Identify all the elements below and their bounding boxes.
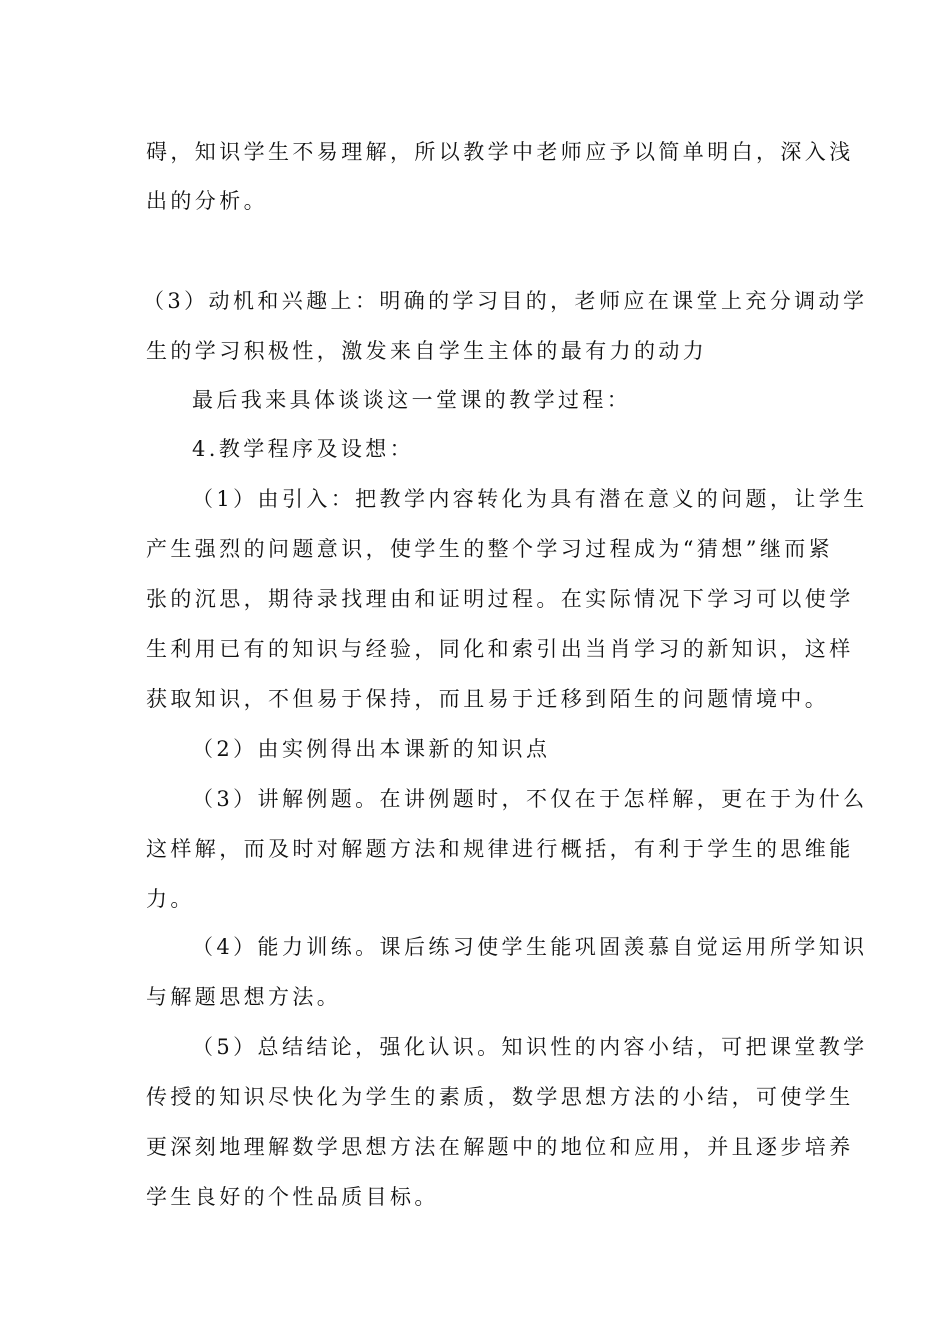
text-line: 与解题思想方法。	[146, 985, 342, 1009]
text-line: 产生强烈的问题意识，使学生的整个学习过程成为“猜想”继而紧	[146, 537, 834, 561]
text-line: 生利用已有的知识与经验，同化和索引出当肖学习的新知识，这样	[146, 637, 854, 661]
text-line: 碍，知识学生不易理解，所以教学中老师应予以简单明白，深入浅	[146, 140, 854, 164]
text-line: 生的学习积极性，激发来自学生主体的最有力的动力	[146, 339, 708, 363]
text-line: （4）能力训练。课后练习使学生能巩固羡慕自觉运用所学知识	[192, 935, 868, 959]
text-line: 这样解，而及时对解题方法和规律进行概括，有利于学生的思维能	[146, 837, 854, 861]
text-line: 力。	[146, 887, 195, 911]
text-line: （3）动机和兴趣上：明确的学习目的，老师应在课堂上充分调动学	[143, 289, 868, 313]
text-line: （5）总结结论，强化认识。知识性的内容小结，可把课堂教学	[192, 1035, 868, 1059]
text-line: （2）由实例得出本课新的知识点	[192, 737, 551, 761]
text-line: 学生良好的个性品质目标。	[146, 1185, 439, 1209]
text-line: 获取知识，不但易于保持，而且易于迁移到陌生的问题情境中。	[146, 687, 830, 711]
section-heading: 4.教学程序及设想：	[192, 437, 415, 461]
text-line: （1）由引入：把教学内容转化为具有潜在意义的问题，让学生	[192, 487, 868, 511]
text-line: （3）讲解例题。在讲例题时，不仅在于怎样解，更在于为什么	[192, 787, 868, 811]
text-line: 更深刻地理解数学思想方法在解题中的地位和应用，并且逐步培养	[146, 1135, 854, 1159]
text-line: 传授的知识尽快化为学生的素质，数学思想方法的小结，可使学生	[146, 1085, 854, 1109]
text-line: 出的分析。	[146, 189, 268, 213]
text-line: 最后我来具体谈谈这一堂课的教学过程：	[192, 388, 632, 412]
text-line: 张的沉思，期待录找理由和证明过程。在实际情况下学习可以使学	[146, 587, 854, 611]
